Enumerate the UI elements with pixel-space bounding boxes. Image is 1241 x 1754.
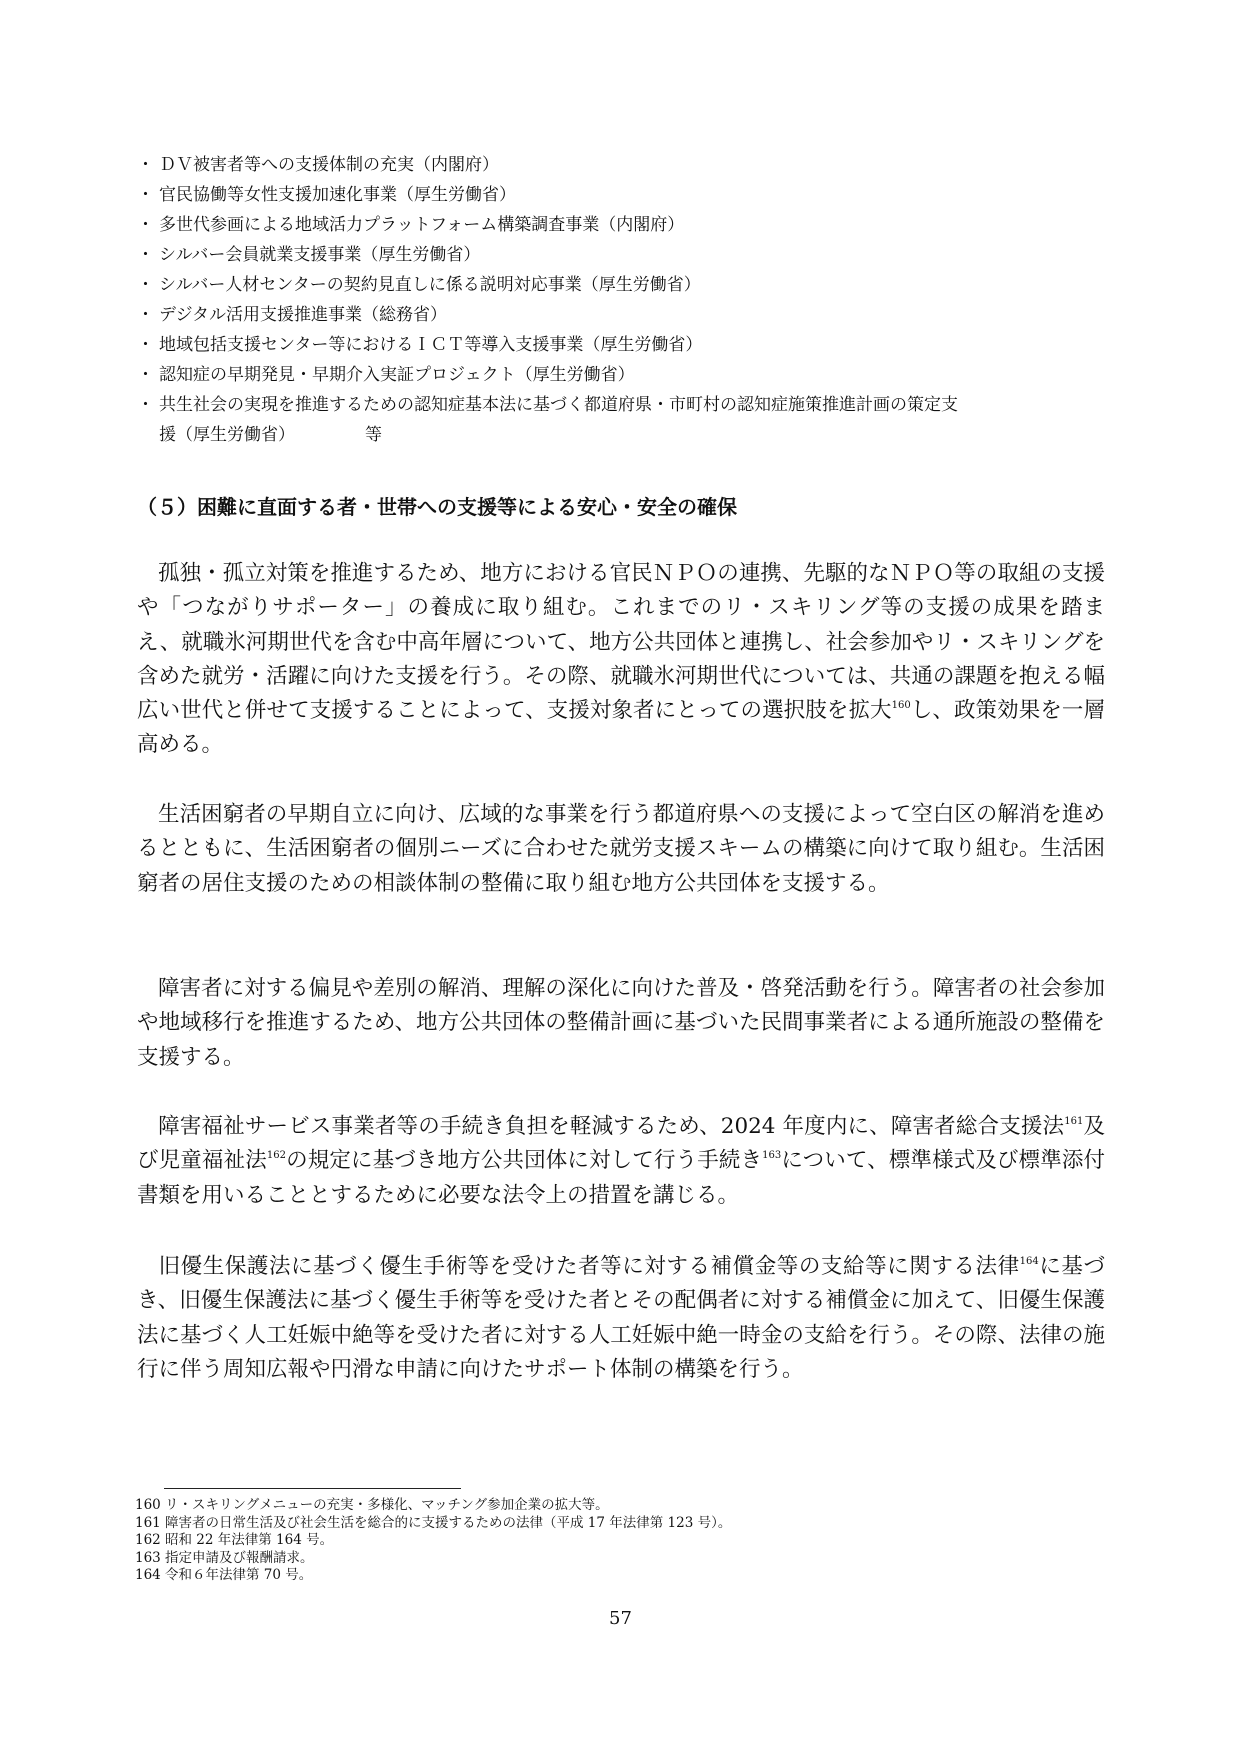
list-item: ・ シルバー会員就業支援事業（厚生労働省）: [137, 240, 1117, 270]
footnote-list: [135, 1497, 731, 1585]
paragraph-welfare-procedures: 障害福祉サービス事業者等の手続き負担を軽減するため、2024 年度内に、障害者総合支援法$^{161}$及び児童福祉法$^{162}$の規定に基づき地方公共団体に対して行う手続き$^{163}$について、標準様式及び標準添付書類を用いることとするために必要な法令上の措置を講じる。: [137, 1114, 1105, 1208]
paragraph-isolation-support: 孤独・孤立対策を推進するため、地方における官民ＮＰＯの連携、先駆的なＮＰＯ等の取組の支援や「つながりサポーター」の養成に取り組む。これまでのリ・スキリング等の支援の成果を踏まえ、就職氷河期世代を含む中高年層について、地方公共団体と連携し、社会参加やリ・スキリングを含めた就労・活躍に向けた支援を行う。その際、就職氷河期世代については、共通の課題を抱える幅広い世代と併せて支援することによって、支援対象者にとっての選択肢を拡大$^{160}$し、政策効果を一層高める。: [137, 561, 1105, 758]
list-item: ・ 地域包括支援センター等におけるＩＣＴ等導入支援事業（厚生労働省）: [137, 330, 1117, 360]
bullet-mark: ・: [137, 275, 154, 295]
list-item: ・ 共生社会の実現を推進するための認知症基本法に基づく都道府県・市町村の認知症施策推進計画の策定支 援（厚生労働省） 等: [137, 390, 1117, 450]
paragraph-poverty-support: 生活困窮者の早期自立に向け、広域的な事業を行う都道府県への支援によって空白区の解消を進めるとともに、生活困窮者の個別ニーズに合わせた就労支援スキームの構築に向けて取り組む。生活困窮者の居住支援のための相談体制の整備に取り組む地方公共団体を支援する。: [137, 802, 1105, 896]
footnote-ref: 162: [266, 1150, 286, 1162]
paragraph-eugenic-compensation: 旧優生保護法に基づく優生手術等を受けた者等に対する補償金等の支給等に関する法律$^{164}$に基づき、旧優生保護法に基づく優生手術等を受けた者とその配偶者に対する補償金に加えて、旧優生保護法に基づく人工妊娠中絶等を受けた者に対する人工妊娠中絶一時金の支給を行う。その際、法律の施行に伴う周知広報や円滑な申請に向けたサポート体制の構築を行う。: [137, 1254, 1105, 1382]
program-bullet-list: [137, 150, 1117, 450]
etc-label: 等: [365, 425, 382, 445]
footnote-ref: 164: [1019, 1256, 1039, 1267]
list-item: ・ 多世代参画による地域活力プラットフォーム構築調査事業（内閣府）: [137, 210, 1117, 240]
footnote: 164 令和６年法律第 70 号。: [135, 1567, 313, 1583]
footnote-ref: 160: [891, 700, 911, 712]
paragraph-disability-awareness: 障害者に対する偏見や差別の解消、理解の深化に向けた普及・啓発活動を行う。障害者の社会参加や地域移行を推進するため、地方公共団体の整備計画に基づいた民間事業者による通所施設の整備を支援する。: [137, 976, 1105, 1070]
footnote-ref: 163: [762, 1150, 782, 1162]
bullet-mark: ・: [137, 365, 154, 385]
list-item: ・ デジタル活用支援推進事業（総務省）: [137, 300, 1117, 330]
bullet-mark: ・: [137, 245, 154, 265]
footnote: 160 リ・スキリングメニューの充実・多様化、マッチング参加企業の拡大等。: [135, 1497, 609, 1513]
bullet-mark: ・: [137, 155, 154, 175]
bullet-mark: ・: [137, 335, 154, 355]
footnote-ref: 161: [1064, 1116, 1084, 1127]
page-number: 57: [609, 1608, 632, 1629]
bullet-mark: ・: [137, 305, 154, 325]
footnote: 162 昭和 22 年法律第 164 号。: [135, 1532, 334, 1548]
footnote: 161 障害者の日常生活及び社会生活を総合的に支援するための法律（平成 17 年法律第 123 号）。: [135, 1514, 732, 1531]
list-item: ・ 認知症の早期発見・早期介入実証プロジェクト（厚生労働省）: [137, 360, 1117, 390]
footnote: 163 指定申請及び報酬請求。: [135, 1549, 314, 1566]
footnote-divider: [164, 1488, 461, 1489]
list-item: ・ シルバー人材センターの契約見直しに係る説明対応事業（厚生労働省）: [137, 270, 1117, 300]
bullet-mark: ・: [137, 395, 154, 415]
list-item: ・ ＤＶ被害者等への支援体制の充実（内閣府）: [137, 150, 1117, 180]
bullet-mark: ・: [137, 215, 154, 235]
bullet-mark: ・: [137, 185, 154, 205]
list-item: ・ 官民協働等女性支援加速化事業（厚生労働省）: [137, 180, 1117, 210]
section-heading: （５）困難に直面する者・世帯への支援等による安心・安全の確保: [137, 495, 737, 519]
